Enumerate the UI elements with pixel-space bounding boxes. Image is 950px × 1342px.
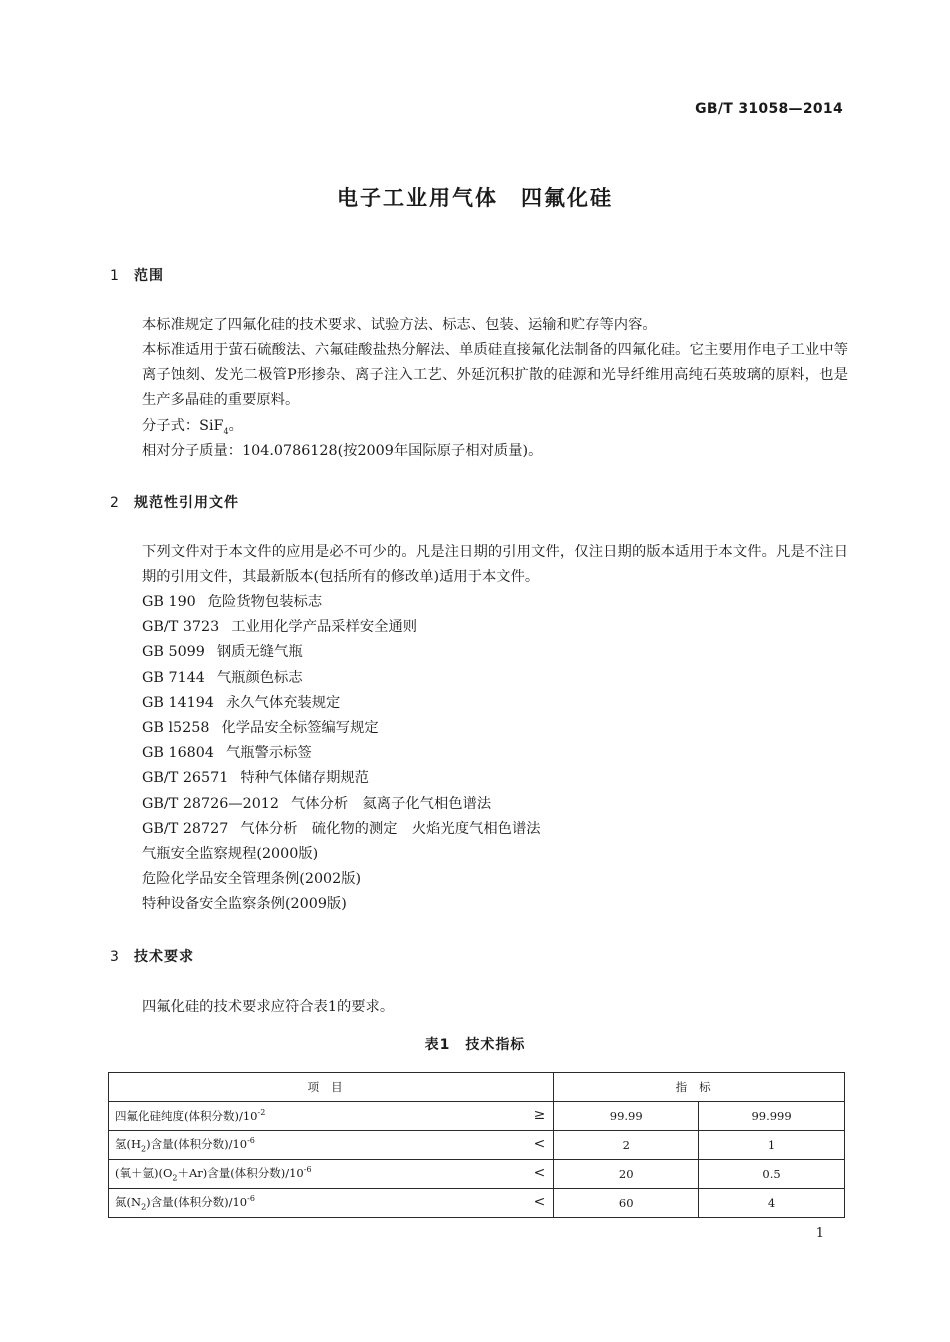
reference-name: 钢质无缝气瓶 <box>216 644 303 661</box>
item-text-cont: ＋Ar)含量(体积分数)/10 <box>177 1166 304 1181</box>
standard-code: GB/T 31058—2014 <box>695 101 843 117</box>
reference-item <box>142 591 322 611</box>
reference-name: 气瓶安全监察规程(2000版) <box>142 846 319 862</box>
item-superscript: -6 <box>247 1194 255 1204</box>
item-text-cont: )含量(体积分数)/10 <box>146 1137 248 1152</box>
reference-name: 永久气体充装规定 <box>225 694 341 711</box>
row-value: 4 <box>699 1189 845 1218</box>
reference-name: 气体分析 硫化物的测定 火焰光度气相色谱法 <box>240 820 541 837</box>
formula-subscript: 4 <box>223 426 229 436</box>
comparison-symbol: ≥ <box>533 1107 546 1123</box>
section-number: 3 <box>110 949 120 965</box>
table-caption: 表1 技术指标 <box>424 1037 526 1053</box>
row-value: 2 <box>554 1131 699 1160</box>
table-row <box>109 1131 845 1160</box>
reference-item <box>142 868 361 888</box>
scope-p2-text: 本标准适用于萤石硫酸法、六氟硅酸盐热分解法、单质硅直接氟化法制备的四氟化硅。它主要用作电子工业中等离子蚀刻、发光二极管P形掺杂、离子注入工艺、外延沉积扩散的硅源和光导纤维用高纯石英玻璃的原料，也是生产多晶硅的重要原料。 <box>142 342 848 408</box>
reference-item <box>142 692 340 712</box>
reference-item <box>142 641 303 661</box>
reference-item <box>142 767 369 787</box>
section-heading-scope <box>110 265 164 285</box>
reference-item <box>142 818 541 838</box>
reference-code: GB 190 <box>142 594 196 610</box>
reference-code: GB 7144 <box>142 669 205 686</box>
item-superscript: -6 <box>303 1165 312 1175</box>
row-item <box>109 1102 554 1131</box>
reference-name: 气瓶颜色标志 <box>216 669 303 686</box>
item-text: 氢(H <box>115 1137 142 1152</box>
comparison-symbol: < <box>533 1165 546 1181</box>
row-item <box>109 1160 554 1189</box>
item-superscript: -2 <box>257 1108 266 1118</box>
table-row <box>109 1189 845 1218</box>
comparison-symbol: < <box>533 1136 546 1152</box>
row-value: 99.999 <box>699 1102 845 1131</box>
reference-item <box>142 793 491 813</box>
molecular-mass: 相对分子质量：104.0786128(按2009年国际原子相对质量)。 <box>142 443 543 459</box>
table-row <box>109 1160 845 1189</box>
references-intro <box>108 540 848 590</box>
reference-code: GB/T 3723 <box>142 619 220 636</box>
technical-index-table <box>108 1072 845 1218</box>
reference-name: 气瓶警示标签 <box>225 745 312 762</box>
table-header-row <box>109 1073 845 1102</box>
row-value: 20 <box>554 1160 699 1189</box>
row-value: 99.99 <box>554 1102 699 1131</box>
document-title: 电子工业用气体 四氟化硅 <box>337 186 613 210</box>
references-intro-text: 下列文件对于本文件的应用是必不可少的。凡是注日期的引用文件，仅注日期的版本适用于本文件。凡是不注日期的引用文件，其最新版本(包括所有的修改单)适用于本文件。 <box>142 544 848 585</box>
item-subscript: 2 <box>172 1173 178 1183</box>
page-number: 1 <box>815 1226 824 1241</box>
section-number: 2 <box>110 495 120 511</box>
header-index: 指标 <box>554 1073 845 1102</box>
section-number: 1 <box>110 268 120 284</box>
row-value: 60 <box>554 1189 699 1218</box>
item-text: 氮(N <box>115 1195 142 1210</box>
reference-name: 工业用化学产品采样安全通则 <box>231 619 418 636</box>
reference-name: 危险化学品安全管理条例(2002版) <box>142 871 362 888</box>
row-value: 0.5 <box>699 1160 845 1189</box>
item-superscript: -6 <box>247 1136 255 1146</box>
reference-code: GB 14194 <box>142 694 214 711</box>
scope-paragraph-2 <box>108 338 848 413</box>
row-item <box>109 1189 554 1218</box>
reference-item <box>142 616 417 636</box>
item-subscript: 2 <box>141 1144 147 1154</box>
reference-code: GB l5258 <box>142 720 210 736</box>
reference-item <box>142 742 312 762</box>
reference-name: 气体分析 氦离子化气相色谱法 <box>291 795 492 812</box>
requirements-intro: 四氟化硅的技术要求应符合表1的要求。 <box>142 999 395 1015</box>
reference-code: GB/T 28727 <box>142 820 229 837</box>
reference-item <box>142 893 347 913</box>
scope-paragraph-1 <box>108 313 848 338</box>
comparison-symbol: < <box>533 1194 546 1210</box>
section-heading-references <box>110 492 239 512</box>
item-text: (氧＋氩)(O <box>115 1166 173 1181</box>
reference-name: 化学品安全标签编写规定 <box>221 720 379 736</box>
item-text: 四氟化硅纯度(体积分数)/10 <box>115 1109 258 1123</box>
reference-code: GB 16804 <box>142 745 214 762</box>
reference-item <box>142 717 379 737</box>
molecular-formula <box>142 415 243 436</box>
scope-p1-text: 本标准规定了四氟化硅的技术要求、试验方法、标志、包装、运输和贮存等内容。 <box>142 317 657 333</box>
reference-item <box>142 667 303 687</box>
reference-item <box>142 843 318 863</box>
reference-name: 特种设备安全监察条例(2009版) <box>142 896 347 913</box>
row-value: 1 <box>699 1131 845 1160</box>
reference-name: 危险货物包装标志 <box>207 594 323 610</box>
section-title: 技术要求 <box>134 949 194 965</box>
header-item: 项目 <box>109 1073 554 1102</box>
item-text-cont: )含量(体积分数)/10 <box>146 1195 248 1210</box>
reference-code: GB 5099 <box>142 644 205 661</box>
formula-end: 。 <box>228 418 243 434</box>
section-heading-requirements <box>110 946 194 966</box>
section-title: 规范性引用文件 <box>134 495 239 511</box>
section-title: 范围 <box>134 268 164 284</box>
row-item <box>109 1131 554 1160</box>
item-subscript: 2 <box>141 1202 147 1212</box>
reference-name: 特种气体储存期规范 <box>240 770 369 787</box>
reference-code: GB/T 28726—2012 <box>142 795 279 812</box>
formula-label: 分子式：SiF <box>142 418 224 434</box>
table-row <box>109 1102 845 1131</box>
reference-code: GB/T 26571 <box>142 770 229 787</box>
